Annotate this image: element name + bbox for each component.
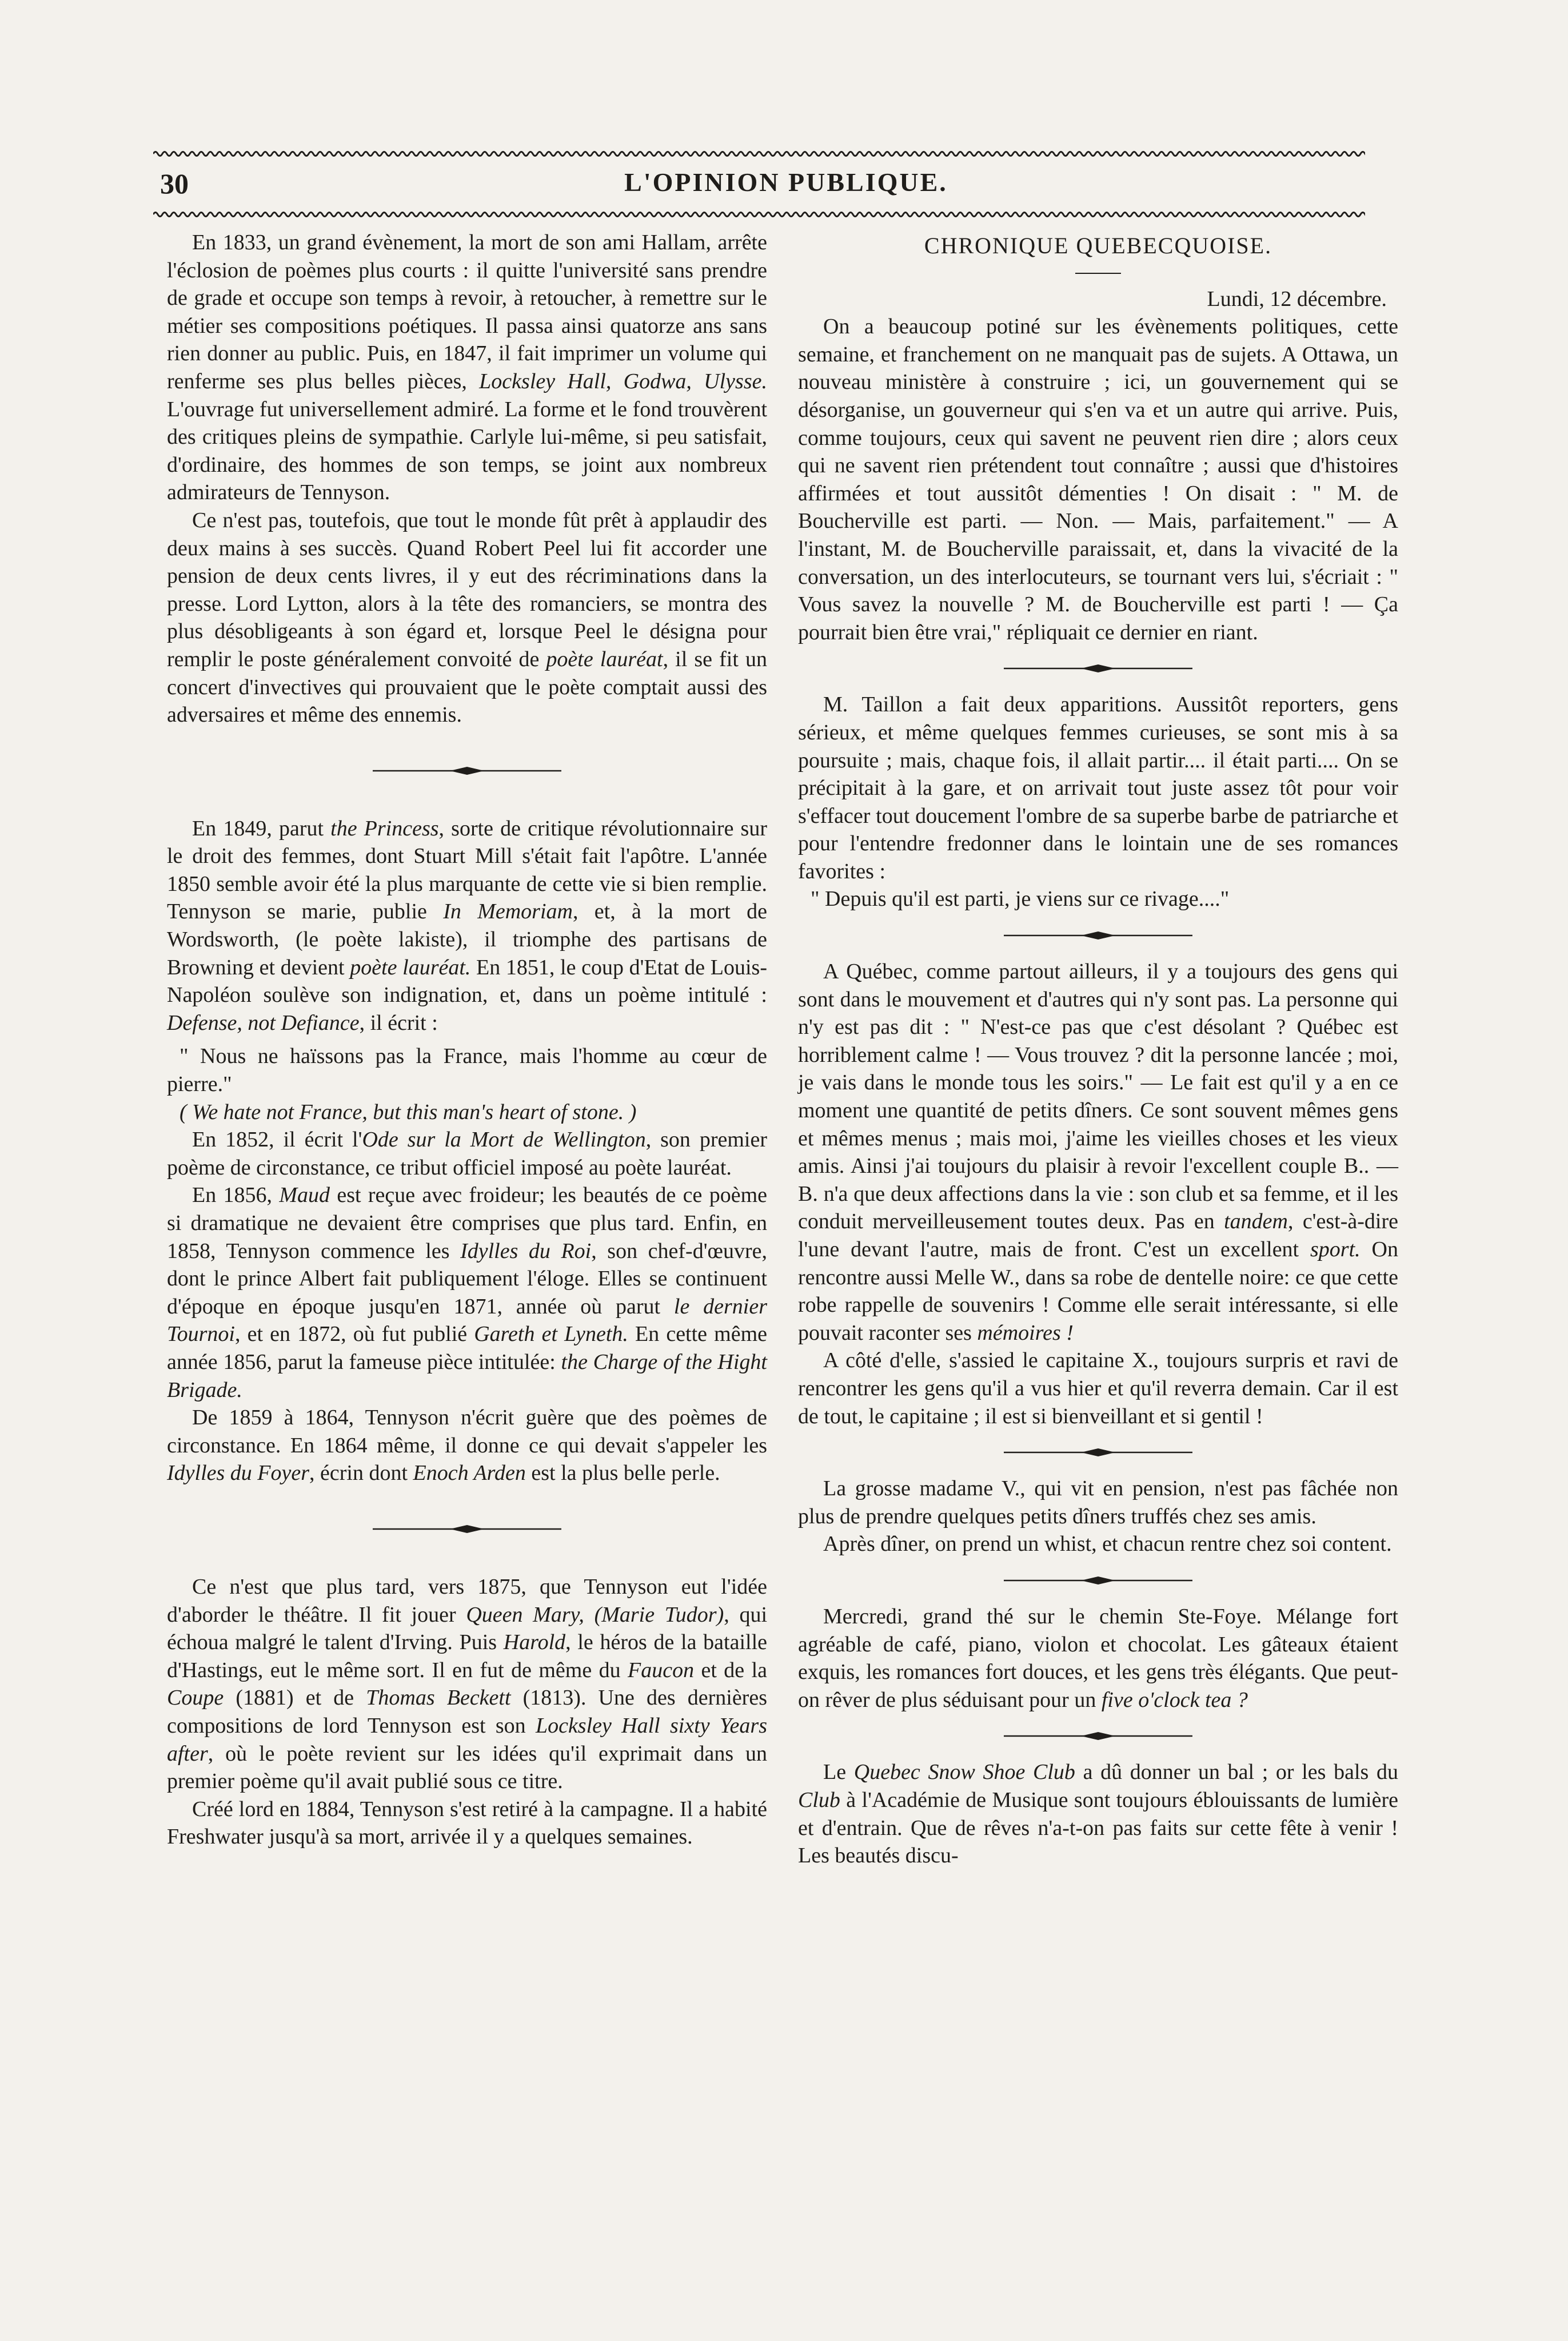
text-run: En 1852, il écrit l' [192, 1128, 362, 1152]
ornamental-separator [1004, 928, 1192, 943]
paragraph [167, 815, 767, 1037]
text-run: En cette même année 1856, parut la fameuse pièce intitulée: [167, 1322, 767, 1374]
page-number: 30 [160, 168, 189, 200]
right-column [798, 229, 1398, 1870]
italic-title: Faucon [628, 1658, 695, 1682]
text-run: On a beaucoup potiné sur les évènements politiques, cette semaine, et franchement on ne manquait pas de sujets. A Ottawa, un nouveau ministère à construire ; ici, un gouvernement qui se désorganise, un gouverneur qui s'en va et un autre qui arrive. Puis, comme toujours, ceux qui savent ne peuvent rien dire ; alors ceux qui ne savent rien prétendent tout connaître ; aussi que d'histoires affirmées et tout aussitôt démenties ! On disait : " M. de Boucherville est parti. — Non. — Mais, parfaitement." — A l'instant, M. de Boucherville paraissait, et, dans la vivacité de la conversation, un des interlocuteurs, se tournant vers lui, s'écriait : " Vous savez la nouvelle ? M. de Boucherville est parti ! — Ça pourrait bien être vrai," répliquait ce dernier en riant. [798, 314, 1398, 644]
paragraph [798, 691, 1398, 885]
text-run: à l'Académie de Musique sont toujours éblouissants de lumière et d'entrain. Que de rêves n'a-t-on pas faits sur cette fête à venir ! Les beautés discu- [798, 1787, 1398, 1868]
italic-title: the Charge of the Hight Brigade. [167, 1349, 767, 1402]
song-quote: " Depuis qu'il est parti, je viens sur ce rivage...." [811, 887, 1230, 911]
text-run: On rencontre aussi Melle W., dans sa robe de dentelle noire: ce que cette robe rappelle de souvenirs ! Comme elle serait intéressante, si elle pouvait raconter ses [798, 1237, 1398, 1345]
italic-title: Locksley Hall, Godwa, Ulysse. [479, 369, 767, 393]
italic-title: tandem [1224, 1209, 1288, 1234]
quotation-english: ( We hate not France, but this man's heart of stone. ) [179, 1100, 637, 1124]
dateline: Lundi, 12 décembre. [1207, 286, 1387, 311]
paragraph [167, 1404, 767, 1487]
text-run: , et en 1872, où fut publié [235, 1322, 474, 1347]
italic-title: Maud [279, 1183, 330, 1208]
text-run: , il écrit : [359, 1010, 438, 1035]
text-run: , c'est-à-dire l'une devant l'autre, mais de front. C'est un excellent [798, 1209, 1398, 1261]
italic-title: Coupe [167, 1686, 224, 1710]
text-run: A Québec, comme partout ailleurs, il y a toujours des gens qui sont dans le mouvement et d'autres qui n'y sont pas. La personne qui n'y est pas dit : " N'est-ce pas que c'est désolant ? Québec est horriblement calme ! — Vous trouvez ? dit la personne lancée ; moi, je vais dans le monde tous les soirs." — Le fait est qu'il y a en ce moment une quantité de petits dîners. Ce sont souvent mêmes gens et mêmes menus ; mais moi, j'aime les vieilles choses et les vieux amis. Ainsi j'ai toujours du plaisir à revoir l'excellent couple B.. — B. n'a que deux affections dans la vie : son club et sa femme, et il les conduit merveilleusement toutes deux. Pas en [798, 960, 1398, 1234]
paragraph [167, 229, 767, 507]
paragraph [798, 1475, 1398, 1530]
italic-title: Thomas Beckett [366, 1686, 511, 1710]
italic-title: the Princess [330, 816, 439, 841]
text-run: , écrin dont [309, 1461, 413, 1486]
text-run: A côté d'elle, s'assied le capitaine X., toujours surpris et ravi de rencontrer les gens qu'il a vus hier et qu'il reverra demain. Car il est de tout, le capitaine ; il est si bienveillant et si gentil ! [798, 1348, 1398, 1428]
top-wavy-rule [153, 150, 1365, 158]
text-run: Mercredi, grand thé sur le chemin Ste-Foye. Mélange fort agréable de café, piano, violon et chocolat. Les gâteaux étaient exquis, les romances fort douces, et les gens très élégants. Que peut-on rêver de plus séduisant pour un [798, 1604, 1398, 1712]
paragraph [167, 1795, 767, 1851]
paragraph [798, 1530, 1398, 1558]
paragraph [798, 958, 1398, 1347]
ornamental-separator [373, 763, 561, 778]
paragraph [167, 1126, 767, 1181]
paragraph [798, 1758, 1398, 1869]
bottom-wavy-rule [153, 210, 1365, 218]
left-column [167, 229, 767, 1851]
text-run: Ce n'est que plus tard, vers 1875, que Tennyson eut l'idée d'aborder le théâtre. Il fit jouer [167, 1574, 767, 1627]
text-run: Ce n'est pas, toutefois, que tout le monde fût prêt à applaudir des deux mains à ses succès. Quand Robert Peel lui fit accorder une pension de deux cents livres, il y eut des récriminations dans la presse. Lord Lytton, alors à la tête des romanciers, se montra des plus désobligeants à son égard et, lorsque Peel le désigna pour remplir le poste généralement convoité de [167, 508, 767, 671]
ornamental-separator [1004, 1729, 1192, 1743]
italic-title: le dernier Tournoi [167, 1294, 767, 1347]
italic-title: Gareth et Lyneth. [474, 1322, 628, 1347]
paragraph [167, 507, 767, 729]
text-run: , son chef-d'œuvre, dont le prince Albert fait publiquement l'éloge. Elles se continuent d'époque en époque jusqu'en 1871, année où parut [167, 1239, 768, 1319]
ornamental-separator [1004, 1445, 1192, 1460]
italic-title: Idylles du Foyer [167, 1461, 310, 1486]
paragraph [167, 1181, 767, 1404]
text-run: Le [823, 1760, 854, 1785]
italic-title: Club [798, 1787, 840, 1812]
text-run: est la plus belle perle. [525, 1461, 720, 1486]
text-run: La grosse madame V., qui vit en pension, n'est pas fâchée non plus de prendre quelques petits dîners truffés chez ses amis. [798, 1476, 1398, 1528]
paragraph [798, 313, 1398, 646]
text-run: , qui échoua malgré le talent d'Irving. Puis [167, 1602, 768, 1655]
journal-title: L'OPINION PUBLIQUE. [624, 168, 948, 197]
paragraph [798, 1603, 1398, 1714]
text-run: L'ouvrage fut universellement admiré. La forme et le fond trouvèrent des critiques pleins de sympathie. Carlyle lui-même, si peu satisfait, d'ordinaire, des hommes de son temps, se joint aux nombreux admirateurs de Tennyson. [167, 397, 767, 505]
italic-title: In Memoriam [443, 899, 573, 924]
italic-title: poète lauréat. [350, 955, 471, 980]
ornamental-separator [1004, 661, 1192, 676]
text-run: est reçue avec froideur; les beautés de ce poème si dramatique ne devaient être comprises que plus tard. Enfin, en 1858, Tennyson commence les [167, 1183, 767, 1263]
text-run: , et, à la mort de Wordsworth, (le poète lakiste), il triomphe des partisans de Browning et devient [167, 899, 767, 980]
text-run: Après dîner, on prend un whist, et chacun rentre chez soi content. [823, 1532, 1392, 1556]
text-run: et de la [694, 1658, 768, 1682]
text-run: (1813). Une des dernières compositions de lord Tennyson est son [167, 1686, 767, 1738]
text-run: En 1851, le coup d'Etat de Louis-Napoléon soulève son indignation, et, dans un poème intitulé : [167, 955, 768, 1008]
text-run: M. Taillon a fait deux apparitions. Aussitôt reporters, gens sérieux, et même quelques femmes curieuses, se sont mis à sa poursuite ; mais, chaque fois, il allait partir.... il était parti.... On se précipitait à la gare, et on arrivait tout juste assez tôt pour voir s'effacer tout doucement l'ombre de sa superbe barbe de patriarche et pour l'entendre fredonner dans le lointain une de ses romances favorites : [798, 692, 1398, 883]
italic-title: mémoires ! [977, 1320, 1074, 1345]
italic-title: sport. [1310, 1237, 1360, 1261]
italic-title: Locksley Hall sixty Years after [167, 1713, 767, 1766]
italic-title: Quebec Snow Shoe Club [853, 1760, 1075, 1785]
italic-title: Enoch Arden [413, 1461, 526, 1486]
italic-title: Defense, not Defiance [167, 1010, 360, 1035]
text-run: , le héros de la bataille d'Hastings, eut le même sort. Il en fut de même du [167, 1630, 767, 1682]
italic-title: Idylles du Roi [460, 1239, 592, 1263]
ornamental-separator [373, 1522, 561, 1536]
text-run: (1881) et de [224, 1686, 366, 1710]
text-run: De 1859 à 1864, Tennyson n'écrit guère que des poèmes de circonstance. En 1864 même, il donne ce qui devait s'appeler les [167, 1406, 767, 1458]
text-run: , sorte de critique révolutionnaire sur le droit des femmes, dont Stuart Mill s'était fait l'apôtre. L'année 1850 semble avoir été la plus marquante de cette vie si bien remplie. Tennyson se marie, publie [167, 816, 767, 924]
text-run: , il se fit un concert d'invectives qui prouvaient que le poète comptait aussi des adversaires et même des ennemis. [167, 647, 767, 727]
text-run: En 1849, parut [192, 816, 331, 841]
text-run: a dû donner un bal ; or les bals du [1075, 1760, 1399, 1785]
text-run: , son premier poème de circonstance, ce tribut officiel imposé au poète lauréat. [167, 1128, 768, 1180]
chronicle-title: CHRONIQUE QUEBECQUOISE. [924, 233, 1272, 258]
italic-title: Harold [503, 1630, 566, 1655]
text-run: , où le poète revient sur les idées qu'il exprimait dans un premier poème qu'il avait publié sous ce titre. [167, 1741, 767, 1794]
italic-title: poète lauréat [546, 647, 663, 671]
paragraph [167, 1573, 767, 1795]
title-rule [1075, 273, 1121, 274]
text-run: En 1833, un grand évènement, la mort de son ami Hallam, arrête l'éclosion de poèmes plus courts : il quitte l'université sans prendre de grade et occupe son temps à revoir, à retoucher, à remettre sur le métier ses compositions poétiques. Il passa ainsi quatorze ans sans rien donner au public. Puis, en 1847, il fait imprimer un volume qui renferme ses plus belles pièces, [167, 230, 767, 393]
italic-title: Ode sur la Mort de Wellington [362, 1128, 646, 1152]
text-run: En 1856, [192, 1183, 280, 1208]
ornamental-separator [1004, 1573, 1192, 1588]
italic-title: five o'clock tea ? [1101, 1687, 1248, 1712]
quotation: " Nous ne haïssons pas la France, mais l'homme au cœur de pierre." [167, 1044, 767, 1097]
italic-title: Queen Mary, (Marie Tudor) [466, 1602, 724, 1627]
text-run: Créé lord en 1884, Tennyson s'est retiré à la campagne. Il a habité Freshwater jusqu'à sa mort, arrivée il y a quelques semaines. [167, 1797, 767, 1849]
paragraph [798, 1347, 1398, 1430]
